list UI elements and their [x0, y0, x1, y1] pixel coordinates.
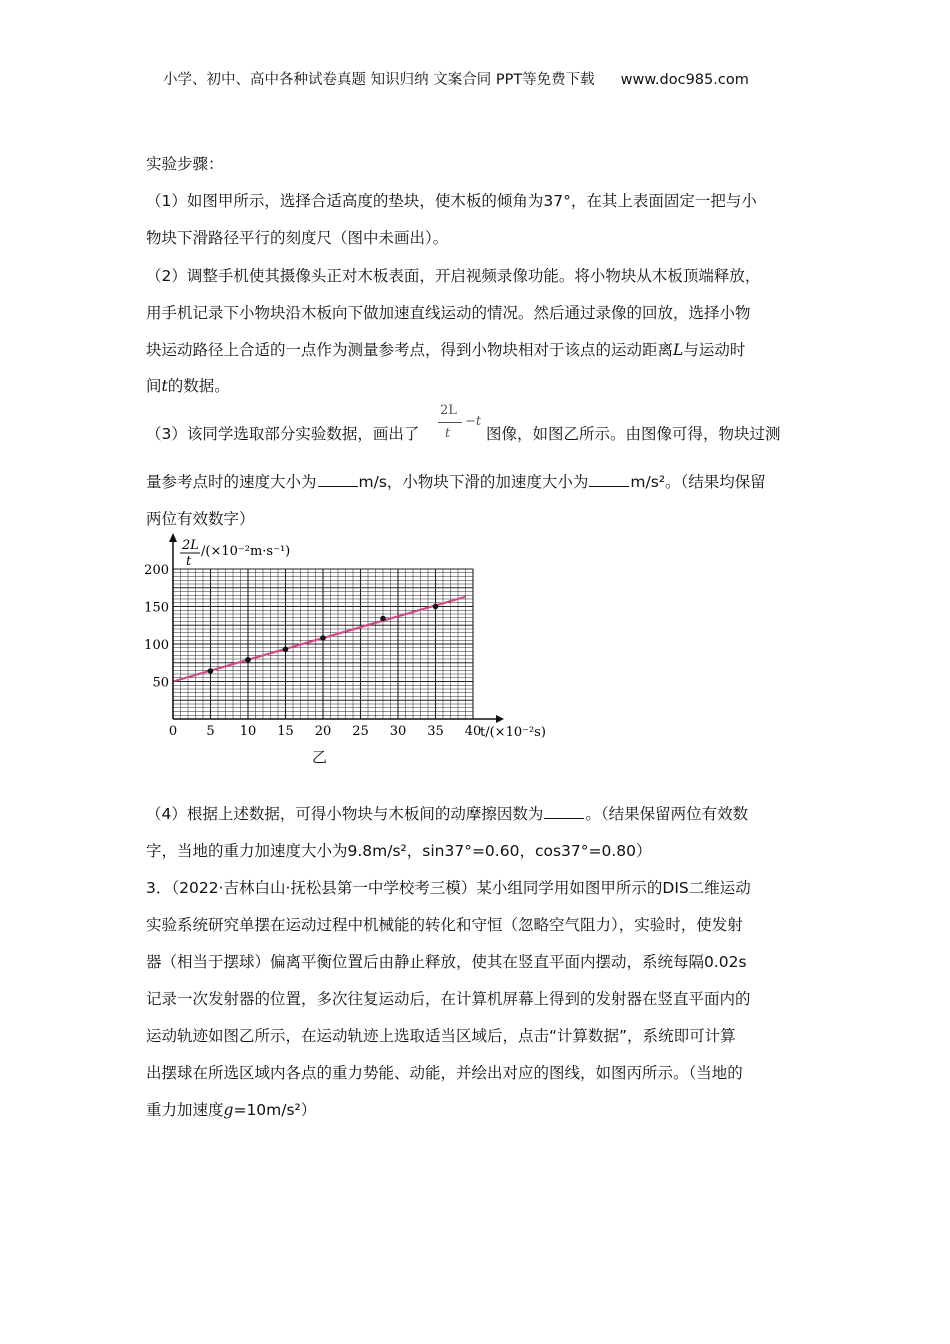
var-t: t [161, 377, 168, 395]
y-axis-arrow [169, 533, 177, 542]
step2-line2: 用手机记录下小物块沿木板向下做加速直线运动的情况。然后通过录像的回放，选择小物 [146, 304, 751, 322]
x-tick-label: 10 [239, 724, 257, 739]
data-point [283, 646, 289, 652]
step2-line4-start: 间 [146, 377, 162, 395]
step3-line2-part2: m/s，小物块下滑的加速度大小为 [358, 473, 589, 491]
figure-label: 乙 [312, 748, 328, 766]
step3-line1-start: （3）该同学选取部分实验数据，画出了 [146, 425, 420, 443]
x-tick-label: 40 [464, 724, 482, 739]
q3-line7-part1: 重力加速度 [146, 1101, 224, 1119]
fit-line [173, 597, 466, 682]
fraction-numerator: 2L [440, 403, 457, 418]
x-tick-label: 25 [352, 724, 369, 739]
q3-line1: 3．（2022·吉林白山·抚松县第一中学校考三模）某小组同学用如图甲所示的DIS二维运动 [146, 879, 751, 897]
q3-line7 [146, 1098, 316, 1120]
answer-blank-velocity[interactable] [318, 471, 358, 487]
fraction-dash: − [465, 414, 476, 429]
y-label-denominator: t [186, 554, 192, 569]
x-axis-arrow [496, 715, 504, 723]
y-label-numerator: 2L [182, 538, 199, 553]
fraction-bar [438, 422, 462, 423]
step3-line3: 两位有效数字） [146, 510, 255, 528]
fraction-suffix [465, 415, 481, 428]
y-tick-label: 50 [152, 675, 169, 691]
step1-line1: （1）如图甲所示，选择合适高度的垫块，使木板的倾角为37°，在其上表面固定一把与小 [146, 192, 757, 210]
y-tick-label: 150 [144, 600, 169, 616]
chart-figure [140, 532, 560, 747]
x-tick-labels [169, 724, 481, 739]
data-point [380, 616, 386, 622]
step2-line3-text: 块运动路径上合适的一点作为测量参考点，得到小物块相对于该点的运动距离 [146, 341, 674, 359]
y-tick-label: 200 [144, 563, 169, 578]
step2-line4 [146, 374, 230, 396]
step4-line1 [146, 802, 748, 824]
q3-line5: 运动轨迹如图乙所示，在运动轨迹上选取适当区域后，点击“计算数据”，系统即可计算 [146, 1027, 736, 1045]
x-tick-label: 15 [277, 724, 294, 739]
step3-line2 [146, 470, 766, 492]
x-axis-label: t/(×10⁻²s) [480, 725, 546, 740]
q3-line7-part2: =10m/s²） [233, 1101, 317, 1119]
fraction-var-t: t [475, 414, 482, 429]
step2-line4-end: 的数据。 [167, 377, 230, 395]
x-tick-label: 35 [427, 724, 444, 739]
q3-line3: 器（相当于摆球）偏离平衡位置后由静止释放，使其在竖直平面内摆动，系统每隔0.02s [146, 953, 747, 971]
answer-blank-friction[interactable] [544, 803, 584, 819]
step3-line1-end: 图像，如图乙所示。由图像可得，物块过测 [486, 425, 781, 443]
step3-line2-part1: 量参考点时的速度大小为 [146, 473, 317, 491]
x-tick-label: 0 [168, 724, 178, 739]
q3-line6: 出摆球在所选区域内各点的重力势能、动能，并绘出对应的图线，如图丙所示。（当地的 [146, 1064, 743, 1082]
step4-line2: 字，当地的重力加速度大小为9.8m/s²，sin37°=0.60，cos37°=0.80） [146, 842, 652, 860]
y-label-unit: /(×10⁻²m·s⁻¹) [201, 544, 291, 559]
step4-line1-part2: 。（结果保留两位有效数 [585, 805, 749, 823]
header-title: 小学、初中、高中各种试卷真题 知识归纳 文案合同 PPT等免费下载 [163, 72, 595, 88]
step3-line2-part3: m/s²。（结果均保留 [630, 473, 766, 491]
data-point [320, 635, 326, 641]
step4-line1-part1: （4）根据上述数据，可得小物块与木板间的动摩擦因数为 [146, 805, 544, 823]
q3-line2: 实验系统研究单摆在运动过程中机械能的转化和守恒（忽略空气阻力），实验时，使发射 [146, 916, 743, 934]
data-point [245, 657, 251, 663]
fraction-denominator: t [445, 426, 451, 441]
page-header [163, 68, 749, 89]
data-point [433, 604, 439, 610]
step1-line2: 物块下滑路径平行的刻度尺（图中未画出）。 [146, 229, 449, 247]
x-tick-label: 20 [314, 724, 332, 739]
var-g: g [223, 1101, 234, 1119]
header-site[interactable]: www.doc985.com [620, 72, 749, 88]
y-tick-label: 100 [144, 638, 169, 653]
x-tick-label: 30 [389, 724, 407, 739]
q3-line4: 记录一次发射器的位置，多次往复运动后，在计算机屏幕上得到的发射器在竖直平面内的 [146, 990, 751, 1008]
data-point [208, 668, 214, 674]
step2-line1: （2）调整手机使其摄像头正对木板表面，开启视频录像功能。将小物块从木板顶端释放， [146, 267, 761, 285]
x-tick-label: 5 [206, 724, 215, 739]
steps-heading: 实验步骤： [146, 155, 224, 173]
y-tick-labels [144, 563, 169, 691]
var-L: L [673, 341, 684, 359]
answer-blank-acceleration[interactable] [589, 471, 629, 487]
step2-line3-end: 与运动时 [683, 341, 746, 359]
step2-line3 [146, 338, 745, 360]
